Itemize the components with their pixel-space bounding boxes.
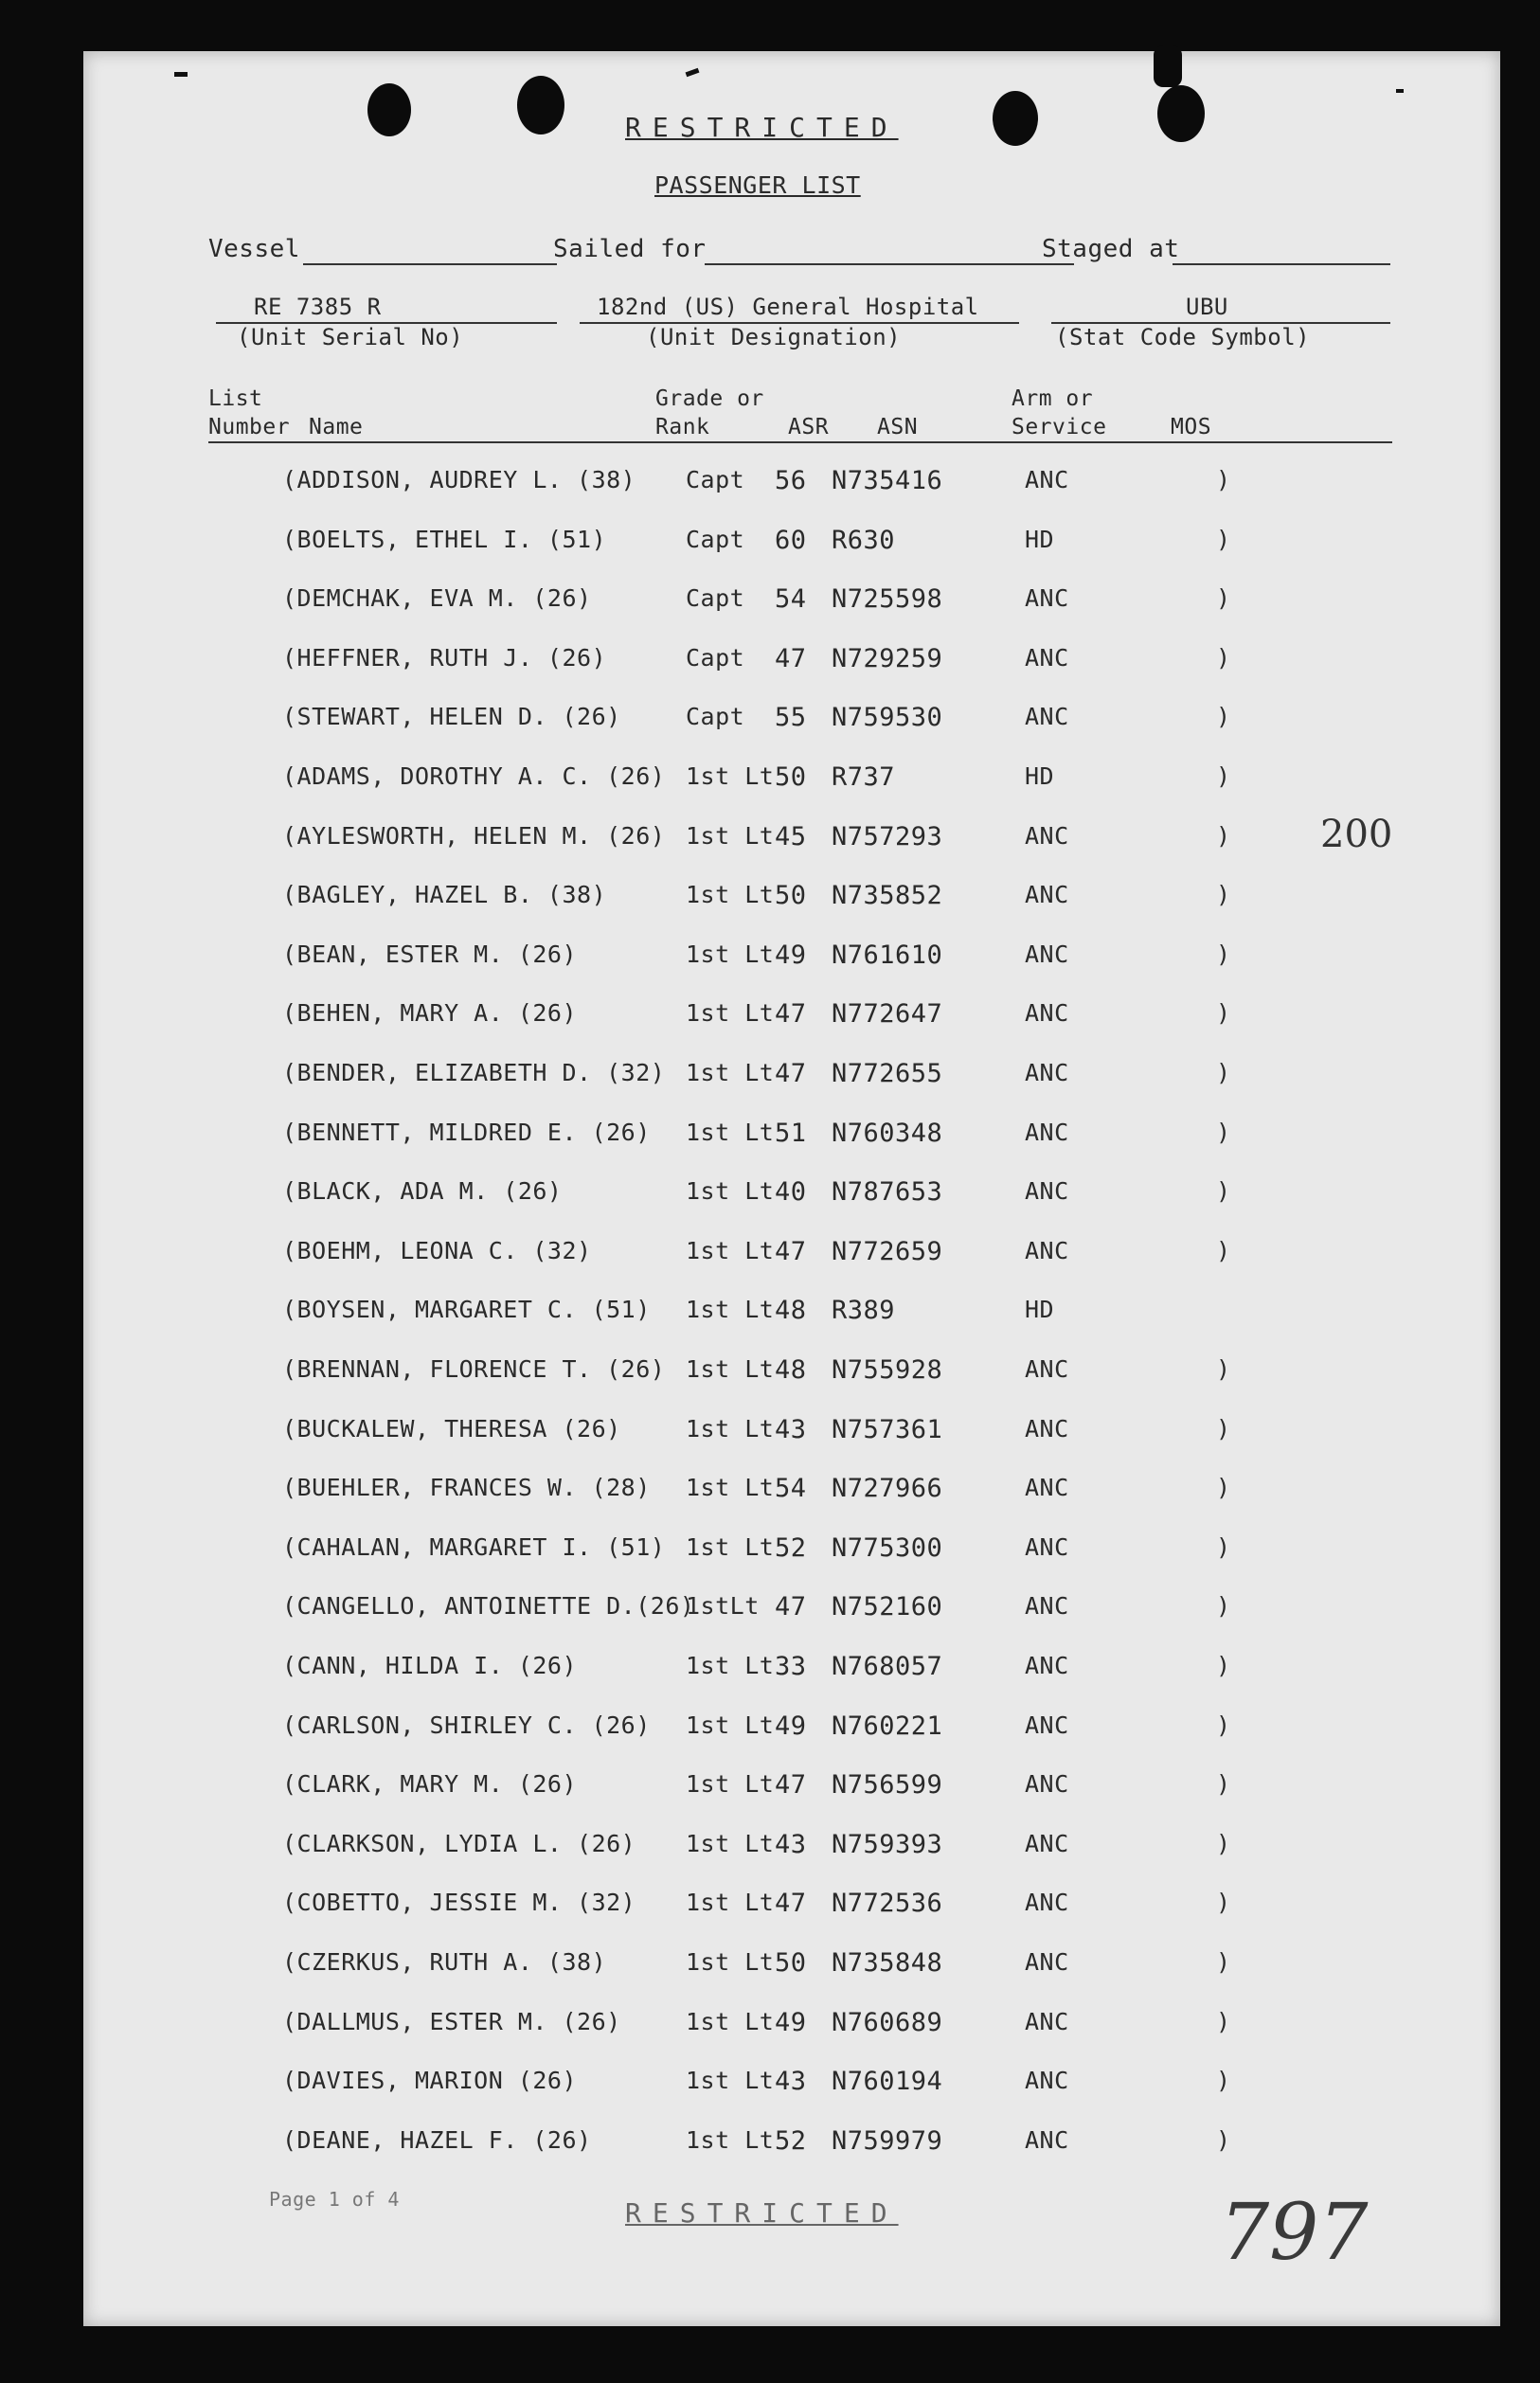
passenger-asr: 47 [775,999,807,1029]
passenger-mos: ) [1216,881,1231,908]
passenger-mos: ) [1216,1948,1231,1976]
unit-designation-label: (Unit Designation) [646,324,902,350]
passenger-mos: ) [1216,1592,1231,1620]
passenger-name: (DEMCHAK, EVA M. (26) [282,584,592,612]
passenger-service: HD [1025,526,1055,553]
passenger-name: (BUCKALEW, THERESA (26) [282,1415,621,1442]
passenger-service: ANC [1025,1830,1069,1857]
passenger-mos: ) [1216,1059,1231,1086]
passenger-service: ANC [1025,1355,1069,1383]
passenger-name: (BENNETT, MILDRED E. (26) [282,1119,651,1146]
passenger-asr: 54 [775,1474,807,1503]
passenger-rank: 1st Lt [686,1296,775,1323]
col-arm-label: Arm or [1012,386,1094,411]
passenger-asn: N775300 [832,1533,943,1563]
passenger-name: (BEHEN, MARY A. (26) [282,999,578,1027]
passenger-mos: ) [1216,584,1231,612]
passenger-asn: N760221 [832,1711,943,1741]
handwritten-number: 797 [1220,2188,1369,2278]
passenger-asn: N787653 [832,1177,943,1207]
passenger-asn: N735852 [832,881,943,910]
passenger-rank: 1st Lt [686,762,775,790]
passenger-asn: R630 [832,526,896,555]
passenger-mos: ) [1216,644,1231,672]
passenger-rank: 1st Lt [686,2126,775,2154]
passenger-name: (BOELTS, ETHEL I. (51) [282,526,607,553]
passenger-name: (DAVIES, MARION (26) [282,2067,578,2094]
passenger-asn: N768057 [832,1652,943,1681]
passenger-asn: N772536 [832,1889,943,1918]
passenger-service: ANC [1025,1711,1069,1739]
passenger-name: (BAGLEY, HAZEL B. (38) [282,881,607,908]
passenger-mos: ) [1216,1652,1231,1679]
passenger-asn: N772647 [832,999,943,1029]
punch-hole-1 [367,83,411,136]
passenger-name: (ADDISON, AUDREY L. (38) [282,466,636,493]
passenger-asr: 52 [775,2126,807,2156]
passenger-rank: Capt [686,526,745,553]
passenger-asr: 50 [775,762,807,792]
passenger-name: (CARLSON, SHIRLEY C. (26) [282,1711,651,1739]
passenger-asr: 49 [775,1711,807,1741]
passenger-asr: 54 [775,584,807,614]
passenger-mos: ) [1216,1711,1231,1739]
passenger-service: ANC [1025,1119,1069,1146]
passenger-asn: N735848 [832,1948,943,1978]
passenger-name: (BEAN, ESTER M. (26) [282,941,578,968]
col-list-label: List [208,386,263,411]
passenger-mos: ) [1216,822,1231,850]
passenger-name: (BUEHLER, FRANCES W. (28) [282,1474,651,1501]
punch-hole-2 [517,76,564,134]
document-page [83,51,1500,2326]
passenger-mos: ) [1216,466,1231,493]
passenger-name: (BOEHM, LEONA C. (32) [282,1237,592,1264]
passenger-rank: Capt [686,466,745,493]
col-number-label: Number [208,415,291,439]
passenger-name: (HEFFNER, RUTH J. (26) [282,644,607,672]
col-rank-label: Rank [655,415,710,439]
passenger-asr: 60 [775,526,807,555]
passenger-asr: 47 [775,1059,807,1088]
passenger-asn: N759979 [832,2126,943,2156]
passenger-asn: N756599 [832,1770,943,1800]
sailed-for-blank [705,263,1074,265]
passenger-asr: 52 [775,1533,807,1563]
passenger-rank: Capt [686,644,745,672]
passenger-asr: 56 [775,466,807,495]
passenger-name: (CANGELLO, ANTOINETTE D.(26) [282,1592,695,1620]
passenger-service: ANC [1025,1770,1069,1798]
passenger-name: (BRENNAN, FLORENCE T. (26) [282,1355,666,1383]
passenger-mos: ) [1216,1415,1231,1442]
col-asn-label: ASN [877,415,919,439]
passenger-service: ANC [1025,941,1069,968]
passenger-asr: 49 [775,941,807,970]
col-name-label: Name [309,415,364,439]
passenger-mos: ) [1216,762,1231,790]
passenger-asn: N757361 [832,1415,943,1444]
speck-3 [1396,89,1404,93]
passenger-asn: N760689 [832,2008,943,2037]
passenger-service: ANC [1025,1533,1069,1561]
passenger-rank: 1st Lt [686,881,775,908]
passenger-rank: Capt [686,703,745,730]
document-title: RESTRICTED [625,112,899,143]
passenger-name: (CLARKSON, LYDIA L. (26) [282,1830,636,1857]
stat-code-value: UBU [1186,294,1228,320]
passenger-mos: ) [1216,1830,1231,1857]
passenger-rank: 1st Lt [686,941,775,968]
passenger-asn: N759530 [832,703,943,732]
passenger-mos: ) [1216,1770,1231,1798]
passenger-rank: 1st Lt [686,999,775,1027]
passenger-service: ANC [1025,999,1069,1027]
passenger-mos: ) [1216,1119,1231,1146]
passenger-mos: ) [1216,2008,1231,2035]
passenger-rank: 1st Lt [686,1889,775,1916]
passenger-asr: 47 [775,1770,807,1800]
unit-serial-value: RE 7385 R [254,294,382,320]
document-subtitle: PASSENGER LIST [654,171,861,199]
passenger-rank: 1st Lt [686,1237,775,1264]
passenger-service: ANC [1025,1948,1069,1976]
passenger-service: ANC [1025,2008,1069,2035]
passenger-name: (COBETTO, JESSIE M. (32) [282,1889,636,1916]
col-service-label: Service [1012,415,1107,439]
speck-1 [174,72,188,77]
passenger-service: ANC [1025,822,1069,850]
passenger-asr: 50 [775,1948,807,1978]
passenger-asr: 47 [775,1592,807,1622]
passenger-mos: ) [1216,1889,1231,1916]
passenger-rank: 1st Lt [686,1355,775,1383]
passenger-service: ANC [1025,1415,1069,1442]
passenger-asr: 47 [775,644,807,673]
passenger-service: ANC [1025,703,1069,730]
passenger-rank: 1stLt [686,1592,760,1620]
passenger-asr: 43 [775,1830,807,1859]
staged-at-label: Staged at [1042,235,1180,263]
passenger-rank: 1st Lt [686,1119,775,1146]
passenger-name: (BLACK, ADA M. (26) [282,1177,563,1205]
passenger-mos: ) [1216,2067,1231,2094]
passenger-asn: N725598 [832,584,943,614]
passenger-rank: 1st Lt [686,1177,775,1205]
passenger-name: (DEANE, HAZEL F. (26) [282,2126,592,2154]
passenger-rank: 1st Lt [686,1474,775,1501]
passenger-asn: N772655 [832,1059,943,1088]
col-mos-label: MOS [1171,415,1212,439]
passenger-name: (STEWART, HELEN D. (26) [282,703,621,730]
passenger-asn: N759393 [832,1830,943,1859]
header-rule [208,441,1392,443]
passenger-asn: N761610 [832,941,943,970]
passenger-service: ANC [1025,1652,1069,1679]
passenger-mos: ) [1216,526,1231,553]
passenger-service: ANC [1025,466,1069,493]
passenger-asn: N752160 [832,1592,943,1622]
passenger-asr: 50 [775,881,807,910]
passenger-asn: R737 [832,762,896,792]
margin-note: 200 [1320,813,1393,856]
passenger-service: ANC [1025,1889,1069,1916]
passenger-service: ANC [1025,584,1069,612]
passenger-asr: 33 [775,1652,807,1681]
passenger-asr: 43 [775,2067,807,2096]
passenger-name: (AYLESWORTH, HELEN M. (26) [282,822,666,850]
passenger-name: (BENDER, ELIZABETH D. (32) [282,1059,666,1086]
passenger-asr: 51 [775,1119,807,1148]
passenger-rank: 1st Lt [686,1415,775,1442]
passenger-mos: ) [1216,2126,1231,2154]
passenger-mos: ) [1216,1355,1231,1383]
passenger-rank: 1st Lt [686,1770,775,1798]
passenger-service: ANC [1025,1592,1069,1620]
passenger-mos: ) [1216,1177,1231,1205]
passenger-rank: 1st Lt [686,1830,775,1857]
passenger-mos: ) [1216,1474,1231,1501]
passenger-asr: 55 [775,703,807,732]
vessel-label: Vessel [208,235,300,263]
passenger-asr: 48 [775,1296,807,1325]
passenger-asr: 49 [775,2008,807,2037]
unit-designation-value: 182nd (US) General Hospital [597,294,979,320]
passenger-service: ANC [1025,1177,1069,1205]
passenger-service: HD [1025,762,1055,790]
passenger-service: ANC [1025,2126,1069,2154]
passenger-rank: 1st Lt [686,1711,775,1739]
passenger-asn: N729259 [832,644,943,673]
passenger-rank: 1st Lt [686,1059,775,1086]
punch-hole-4 [1157,85,1205,142]
passenger-name: (CAHALAN, MARGARET I. (51) [282,1533,666,1561]
passenger-service: ANC [1025,1474,1069,1501]
passenger-asr: 47 [775,1237,807,1266]
passenger-asr: 43 [775,1415,807,1444]
passenger-asn: N757293 [832,822,943,851]
footer-restricted: RESTRICTED [625,2197,899,2229]
col-grade-label: Grade or [655,386,764,411]
passenger-name: (DALLMUS, ESTER M. (26) [282,2008,621,2035]
stat-code-label: (Stat Code Symbol) [1055,324,1311,350]
passenger-asr: 40 [775,1177,807,1207]
passenger-service: ANC [1025,2067,1069,2094]
passenger-asr: 45 [775,822,807,851]
passenger-mos: ) [1216,1237,1231,1264]
passenger-name: (BOYSEN, MARGARET C. (51) [282,1296,651,1323]
passenger-mos: ) [1216,1533,1231,1561]
passenger-rank: Capt [686,584,745,612]
unit-serial-label: (Unit Serial No) [237,324,464,350]
passenger-rank: 1st Lt [686,2008,775,2035]
passenger-service: HD [1025,1296,1055,1323]
passenger-service: ANC [1025,1237,1069,1264]
passenger-asr: 47 [775,1889,807,1918]
passenger-name: (CZERKUS, RUTH A. (38) [282,1948,607,1976]
passenger-rank: 1st Lt [686,1948,775,1976]
passenger-asn: N772659 [832,1237,943,1266]
passenger-name: (CANN, HILDA I. (26) [282,1652,578,1679]
passenger-rank: 1st Lt [686,1533,775,1561]
punch-hole-3 [993,91,1038,146]
passenger-mos: ) [1216,941,1231,968]
passenger-rank: 1st Lt [686,1652,775,1679]
passenger-asn: N760194 [832,2067,943,2096]
passenger-rank: 1st Lt [686,822,775,850]
vessel-blank [303,263,557,265]
passenger-rank: 1st Lt [686,2067,775,2094]
tear-mark-1 [1154,45,1182,87]
sailed-for-label: Sailed for [553,235,707,263]
passenger-service: ANC [1025,1059,1069,1086]
passenger-name: (CLARK, MARY M. (26) [282,1770,578,1798]
passenger-asn: N755928 [832,1355,943,1385]
passenger-name: (ADAMS, DOROTHY A. C. (26) [282,762,666,790]
passenger-service: ANC [1025,881,1069,908]
passenger-asn: R389 [832,1296,896,1325]
passenger-asr: 48 [775,1355,807,1385]
passenger-asn: N760348 [832,1119,943,1148]
col-asr-label: ASR [788,415,830,439]
passenger-asn: N735416 [832,466,943,495]
page-number: Page 1 of 4 [269,2188,400,2211]
passenger-asn: N727966 [832,1474,943,1503]
passenger-mos: ) [1216,999,1231,1027]
speck-2 [686,68,700,77]
staged-at-blank [1173,263,1390,265]
passenger-mos: ) [1216,703,1231,730]
passenger-service: ANC [1025,644,1069,672]
